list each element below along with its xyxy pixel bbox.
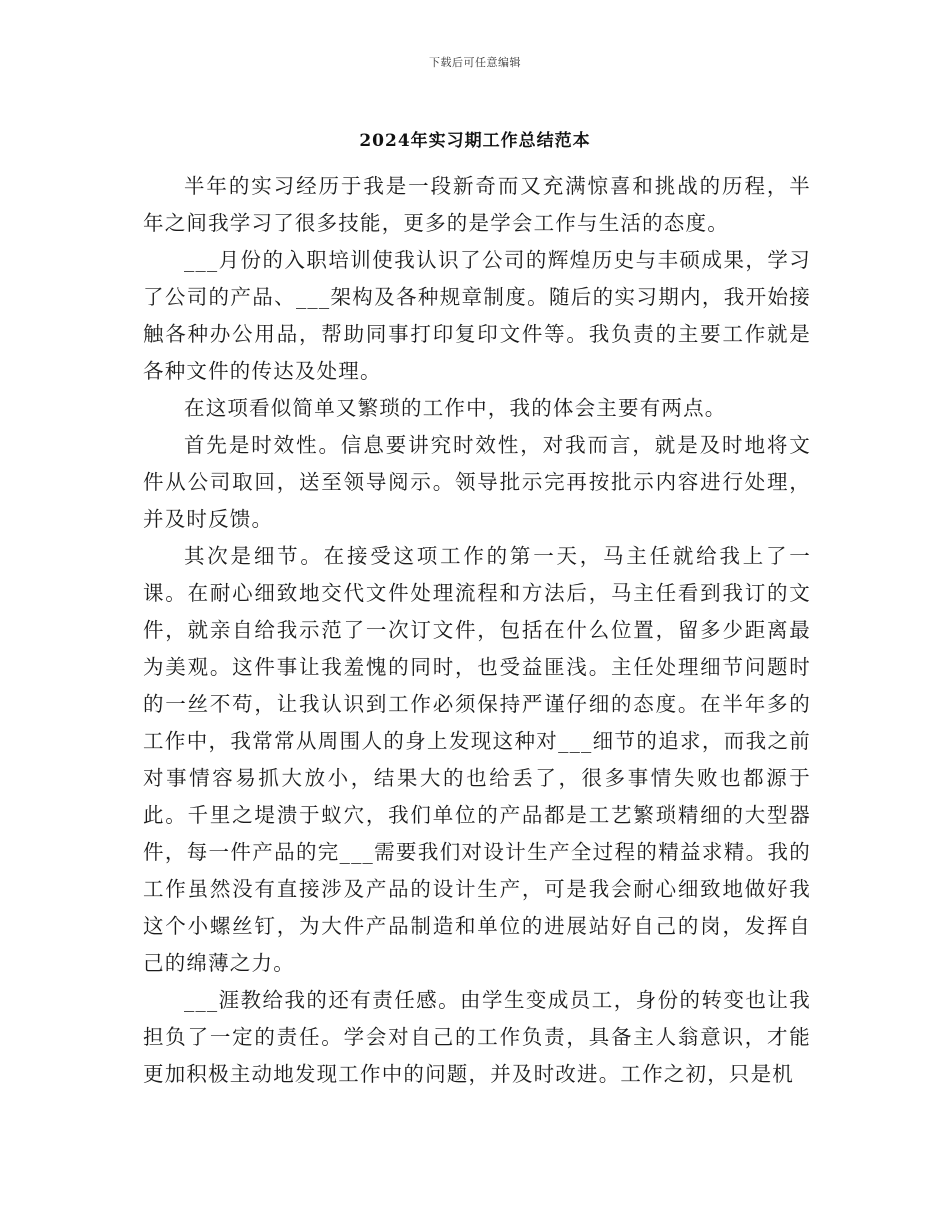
paragraph-training: ___月份的入职培训使我认识了公司的辉煌历史与丰硕成果，学习了公司的产品、___架构及各种规章制度。随后的实习期内，我开始接触各种办公用品，帮助同事打印复印文件等。我负责的主要工作就是各种文件的传达及处理。 — [143, 248, 811, 383]
paragraph-experience: 在这项看似简单又繁琐的工作中，我的体会主要有两点。 — [184, 396, 727, 420]
header-note: 下载后可任意编辑 — [429, 56, 521, 69]
paragraph-responsibility: ___涯教给我的还有责任感。由学生变成员工，身份的转变也让我担负了一定的责任。学会对自己的工作负责，具备主人翁意识，才能更加积极主动地发现工作中的问题，并及时改进。工作之初，只是机 — [143, 988, 811, 1086]
paragraph-details: 其次是细节。在接受这项工作的第一天，马主任就给我上了一课。在耐心细致地交代文件处理流程和方法后，马主任看到我订的文件，就亲自给我示范了一次订文件，包括在什么位置，留多少距离最为美观。这件事让我羞愧的同时，也受益匪浅。主任处理细节问题时的一丝不苟，让我认识到工作必须保持严谨仔细的态度。在半年多的工作中，我常常从周围人的身上发现这种对___细节的追求，而我之前对事情容易抓大放小，结果大的也给丢了，很多事情失败也都源于此。千里之堤溃于蚁穴，我们单位的产品都是工艺繁琐精细的大型器件，每一件产品的完___需要我们对设计生产全过程的精益求精。我的工作虽然没有直接涉及产品的设计生产，可是我会耐心细致地做好我这个小螺丝钉，为大件产品制造和单位的进展站好自己的岗，发挥自己的绵薄之力。 — [143, 544, 811, 975]
paragraph-intro: 半年的实习经历于我是一段新奇而又充满惊喜和挑战的历程，半年之间我学习了很多技能，更多的是学会工作与生活的态度。 — [143, 174, 811, 235]
paragraph-timeliness: 首先是时效性。信息要讲究时效性，对我而言，就是及时地将文件从公司取回，送至领导阅示。领导批示完再按批示内容进行处理，并及时反馈。 — [143, 433, 811, 531]
document-body — [143, 168, 811, 1093]
document-title: 2024年实习期工作总结范本 — [359, 131, 591, 151]
